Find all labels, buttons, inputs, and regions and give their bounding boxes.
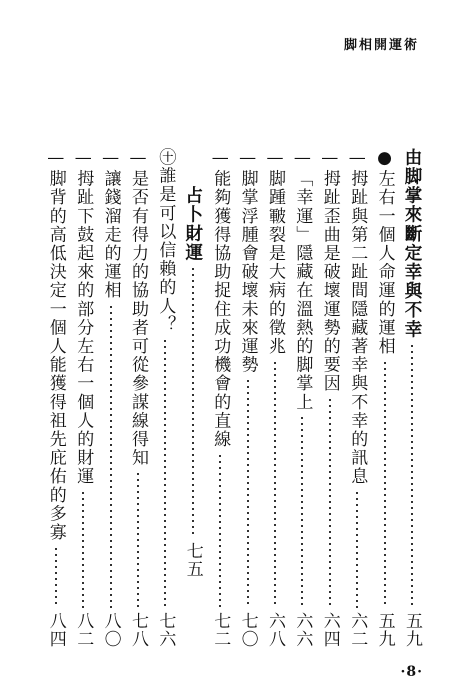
page-number: ·8· xyxy=(400,664,423,680)
toc-entry-page: 五九 xyxy=(374,612,395,648)
toc-entry-page: 八二 xyxy=(73,612,94,648)
toc-entry-page: 六八 xyxy=(265,612,285,648)
toc-entry xyxy=(154,148,176,648)
toc-entry xyxy=(374,148,396,648)
toc-entry-title: —是否有得力的協助者可從參謀線得知 xyxy=(128,148,148,468)
toc-entry-title: 占卜財運 xyxy=(182,186,203,263)
toc-entry-title: —脚掌浮腫會破壞未來運勢 xyxy=(237,148,258,375)
running-head: 脚相開運術 xyxy=(343,38,419,53)
toc-entry-title: —脚踵皸裂是大病的徵兆 xyxy=(265,148,285,356)
toc-entry-title: —「幸運」隱藏在溫熱的脚掌上 xyxy=(292,148,313,412)
dot-leader xyxy=(264,360,286,608)
toc-entry xyxy=(346,148,368,648)
dot-leader xyxy=(401,343,423,608)
toc-entry xyxy=(45,148,67,648)
toc-entry-title: —脚背的高低決定一個人能獲得祖先庇佑的多寡 xyxy=(45,148,66,542)
toc-entry-page: 七六 xyxy=(155,612,176,648)
toc-entry-page: 七五 xyxy=(182,542,203,578)
dot-leader xyxy=(346,490,368,608)
toc-entry-page: 七八 xyxy=(128,612,148,648)
dot-leader xyxy=(127,471,149,608)
toc-entry-page: 六四 xyxy=(319,612,340,648)
toc-entry-page: 八〇 xyxy=(100,612,121,648)
toc-entry-page: 六六 xyxy=(292,612,313,648)
toc-entry-title: —讓錢溜走的運相 xyxy=(100,148,121,300)
toc-section-heading xyxy=(182,186,204,578)
dot-leader xyxy=(72,490,94,608)
toc-entry xyxy=(209,148,231,648)
toc-entry-title: —拇趾下鼓起來的部分左右一個人的財運 xyxy=(73,148,94,486)
toc-entry-page: 六二 xyxy=(347,612,368,648)
toc-section-heading xyxy=(401,148,423,648)
toc-entry-page: 七二 xyxy=(210,612,231,648)
toc-entry xyxy=(100,148,122,648)
toc-entry xyxy=(237,148,259,648)
dot-leader xyxy=(154,338,176,608)
toc-entry-title: 由脚掌來斷定幸與不幸 xyxy=(402,148,422,339)
dot-leader xyxy=(237,378,259,608)
toc-entry-title: ●左右一個人命運的運相 xyxy=(374,148,395,356)
dot-leader xyxy=(100,304,122,608)
toc-entry xyxy=(127,148,149,648)
toc-entry xyxy=(264,148,286,648)
dot-leader xyxy=(319,397,341,608)
toc-entry-title: —能夠獲得協助捉住成功機會的直線 xyxy=(210,148,231,449)
dot-leader xyxy=(182,266,204,538)
dot-leader xyxy=(374,360,396,608)
toc-entry-title: —拇趾與第二趾間隱藏著幸與不幸的訊息 xyxy=(347,148,368,486)
toc-entry xyxy=(319,148,341,648)
dot-leader xyxy=(45,546,67,608)
toc-entry-page: 五九 xyxy=(402,612,422,648)
toc-entry-page: 八四 xyxy=(45,612,66,648)
dot-leader xyxy=(209,453,231,608)
toc-entry-page: 七〇 xyxy=(237,612,258,648)
toc-entry-title: —拇趾歪曲是破壞運勢的要因 xyxy=(319,148,340,393)
dot-leader xyxy=(291,415,313,608)
toc-entry xyxy=(72,148,94,648)
toc-entry-title: ㊉誰是可以信賴的人？ xyxy=(155,148,176,334)
toc-entry xyxy=(291,148,313,648)
